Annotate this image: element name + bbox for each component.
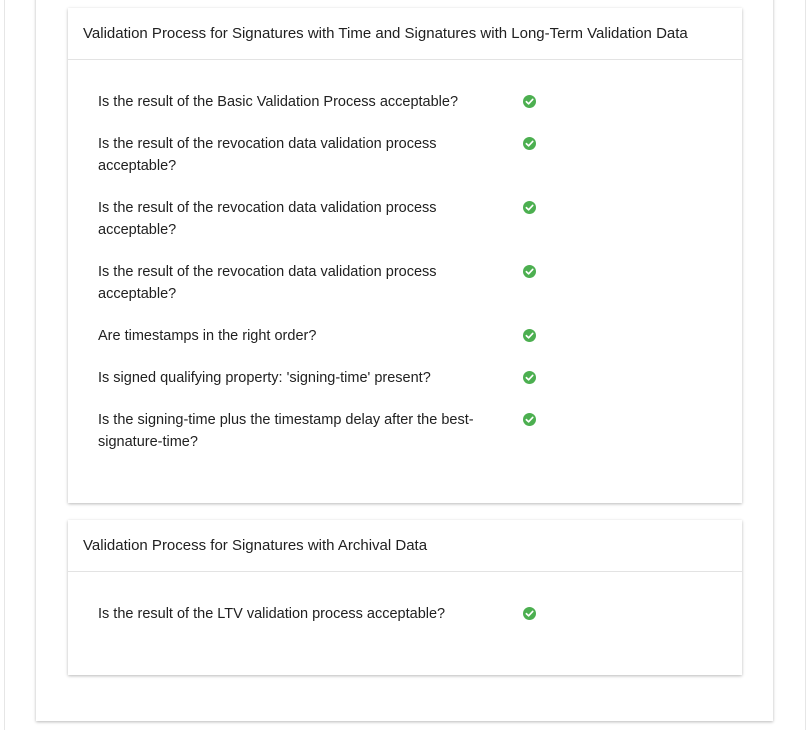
check-text: Are timestamps in the right order?: [98, 328, 317, 344]
card-title: Validation Process for Signatures with Archival Data: [68, 520, 742, 572]
check-circle-icon: [523, 607, 536, 620]
check-text: Is the result of the revocation data validation process acceptable?: [98, 136, 437, 174]
check-list: [68, 572, 742, 625]
archival-validation-card: [68, 520, 742, 675]
check-row: [98, 197, 742, 241]
card-title: Validation Process for Signatures with Time and Signatures with Long-Term Validation Data: [68, 8, 742, 60]
check-text: Is the result of the revocation data validation process acceptable?: [98, 264, 437, 302]
check-circle-icon: [523, 329, 536, 342]
check-text: Is the result of the LTV validation process acceptable?: [98, 606, 446, 622]
check-circle-icon: [523, 371, 536, 384]
check-text: Is the result of the Basic Validation Process acceptable?: [98, 94, 459, 110]
check-row: [98, 325, 742, 347]
check-list: [68, 60, 742, 453]
check-row: [98, 367, 742, 389]
check-circle-icon: [523, 95, 536, 108]
check-row: [98, 91, 742, 113]
check-row: [98, 603, 742, 625]
check-circle-icon: [523, 137, 536, 150]
check-row: [98, 261, 742, 305]
check-circle-icon: [523, 413, 536, 426]
check-row: [98, 409, 742, 453]
ltv-validation-card: [68, 8, 742, 503]
check-text: Is the signing-time plus the timestamp delay after the best-signature-time?: [98, 412, 474, 450]
check-text: Is signed qualifying property: 'signing-time' present?: [98, 370, 431, 386]
check-circle-icon: [523, 201, 536, 214]
check-circle-icon: [523, 265, 536, 278]
check-row: [98, 133, 742, 177]
check-text: Is the result of the revocation data validation process acceptable?: [98, 200, 437, 238]
